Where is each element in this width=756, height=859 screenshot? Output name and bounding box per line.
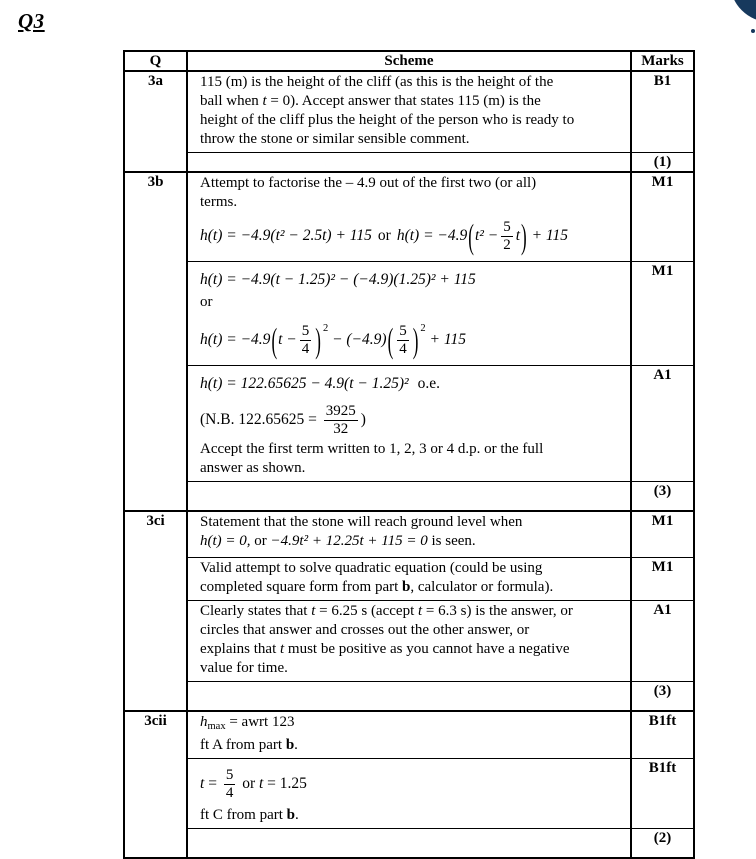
formula-segment: h(t) = −4.9(t² − 2.5t) + 115: [200, 227, 372, 245]
denominator: 4: [399, 340, 407, 357]
or-word: or: [377, 227, 391, 245]
formula-segment: t: [515, 227, 521, 245]
text-segment: Accept the first term written to 1, 2, 3 or 4 d.p. or the full: [200, 440, 544, 457]
section-rows: [188, 512, 693, 710]
formula-line: [200, 219, 622, 254]
marks-cell: M1: [651, 174, 674, 190]
marks-cell: B1: [653, 73, 672, 89]
text-segment: , calculator or formula).: [410, 578, 554, 595]
text-segment: 115 (m) is the height of the cliff (as this is the height of the: [200, 74, 554, 90]
publisher-logo-circle: [730, 0, 756, 22]
mark-row: [188, 366, 693, 482]
scheme-cell-empty: [188, 482, 632, 510]
scheme-line: [200, 73, 622, 92]
text-segment: ): [360, 411, 366, 428]
marks-cell: M1: [651, 512, 674, 529]
exponent: 2: [420, 323, 426, 334]
scheme-line: [200, 459, 622, 478]
formula-line: [200, 270, 622, 289]
marks-cell: A1: [653, 601, 672, 618]
fraction: [397, 323, 409, 358]
scheme-line: [200, 513, 622, 532]
text-segment: completed square form from part: [200, 578, 403, 595]
formula-segment: h(t) = 0,: [200, 532, 251, 549]
scheme-line: [200, 111, 622, 130]
scheme-cell-empty: [188, 682, 632, 710]
scheme-line: [200, 621, 622, 640]
text-segment: Attempt to factorise the – 4.9 out of the first two (or all): [200, 175, 537, 191]
math-variable: t: [279, 640, 285, 657]
scheme-line: [200, 193, 622, 212]
mark-row: [188, 72, 693, 153]
text-segment: is seen.: [427, 532, 476, 549]
publisher-logo-dot: [751, 29, 755, 33]
formula-line: [200, 713, 622, 736]
formula-segment: + 115: [429, 331, 466, 348]
text-segment: ball when: [200, 93, 263, 109]
formula-line: [200, 767, 622, 802]
text-segment: = awrt 123: [225, 713, 295, 730]
total-row: [188, 829, 693, 857]
scheme-cell: [188, 173, 632, 261]
denominator: 2: [503, 237, 511, 253]
marks-total: (3): [653, 682, 672, 699]
numerator: 5: [399, 322, 407, 339]
marks-cell: M1: [651, 558, 674, 575]
fraction: [224, 767, 236, 802]
marks-cell: M1: [651, 263, 674, 279]
numerator: 3925: [325, 402, 356, 419]
formula-segment: h(t) = −4.9: [200, 331, 271, 348]
text-segment: o.e.: [417, 374, 441, 392]
total-row: [188, 482, 693, 510]
formula-segment: + 115: [531, 227, 569, 245]
section-rows: [188, 72, 693, 171]
scheme-cell: [188, 512, 632, 557]
formula-segment: h(t) = 122.65625 − 4.9(t − 1.25)²: [200, 374, 409, 392]
question-title: Q3: [18, 9, 45, 33]
scheme-line: [200, 578, 622, 597]
question-number-3b: 3b: [125, 173, 188, 510]
scheme-line: [200, 559, 622, 578]
text-segment: or: [238, 775, 259, 792]
text-segment: height of the cliff plus the height of the person who is ready to: [200, 112, 575, 128]
open-paren: (: [387, 320, 394, 360]
formula-segment: t² −: [474, 227, 499, 245]
section-3ci: [125, 512, 693, 712]
section-rows: [188, 712, 693, 857]
scheme-cell: [188, 712, 632, 758]
formula-segment: h(t) = −4.9(t − 1.25)² − (−4.9)(1.25)² + 115: [200, 271, 476, 288]
part-ref: b: [285, 736, 295, 753]
close-paren: ): [315, 320, 321, 360]
scheme-line: [200, 92, 622, 111]
scheme-line: [200, 736, 622, 755]
scheme-line: [200, 440, 622, 459]
scheme-cell: [188, 262, 632, 365]
text-segment: throw the stone or similar sensible comment.: [200, 131, 470, 147]
scheme-line: [200, 602, 622, 621]
text-segment: circles that answer and crosses out the other answer, or: [200, 621, 530, 638]
scheme-line: [200, 640, 622, 659]
total-row: [188, 682, 693, 710]
text-segment: explains that: [200, 640, 280, 657]
mark-row: [188, 262, 693, 366]
fraction: [324, 403, 358, 438]
mark-row: [188, 558, 693, 601]
subscript: max: [207, 720, 226, 732]
section-3b: [125, 173, 693, 512]
header-scheme: Scheme: [188, 52, 632, 70]
text-segment: terms.: [200, 194, 238, 210]
scheme-cell: [188, 366, 632, 481]
formula-segment: = 1.25: [263, 775, 307, 792]
formula-segment: −4.9t² + 12.25t + 115 = 0: [270, 532, 428, 549]
numerator: 5: [225, 766, 234, 783]
mark-row: [188, 601, 693, 682]
formula-line: [200, 403, 622, 438]
math-variable: t: [417, 602, 423, 619]
scheme-line: [200, 659, 622, 678]
text-segment: Valid attempt to solve quadratic equation (could be using: [200, 559, 543, 576]
mark-row: [188, 759, 693, 829]
formula-segment: t −: [278, 331, 297, 348]
math-variable: t: [311, 602, 316, 619]
marks-total: (3): [653, 482, 672, 499]
part-ref: b: [402, 578, 411, 595]
scheme-cell: [188, 72, 632, 152]
marks-total: (2): [653, 829, 672, 846]
scheme-cell: [188, 759, 632, 828]
mark-row: [188, 512, 693, 558]
open-paren: (: [468, 217, 474, 256]
text-segment: .: [294, 736, 298, 753]
total-row: [188, 153, 693, 171]
close-paren: ): [412, 320, 419, 360]
mark-row: [188, 173, 693, 262]
mark-scheme-table: [123, 50, 695, 859]
header-marks: Marks: [641, 53, 684, 69]
fraction: [300, 323, 312, 358]
numerator: 5: [301, 322, 310, 339]
close-paren: ): [521, 217, 527, 256]
math-variable: t: [258, 775, 264, 792]
or-word: or: [200, 294, 213, 310]
text-segment: (N.B. 122.65625 =: [200, 411, 317, 428]
open-paren: (: [271, 320, 278, 360]
text-segment: Clearly states that: [200, 602, 312, 619]
marks-cell: B1ft: [648, 712, 677, 729]
math-variable: t: [262, 93, 267, 109]
marks-cell: A1: [653, 366, 672, 383]
math-variable: t: [200, 775, 205, 792]
text-segment: answer as shown.: [200, 459, 306, 476]
scheme-line: [200, 174, 622, 193]
denominator: 4: [301, 340, 310, 357]
numerator: 5: [503, 219, 511, 235]
scheme-line: [200, 130, 622, 149]
text-segment: ft C from part: [200, 806, 287, 823]
question-number-3ci: 3ci: [125, 512, 188, 710]
formula-line: [200, 374, 622, 393]
text-segment: .: [295, 806, 299, 823]
formula-segment: h(t) = −4.9: [396, 227, 468, 245]
question-number-3a: 3a: [125, 72, 188, 171]
section-rows: [188, 173, 693, 510]
fraction: [501, 219, 513, 254]
formula-segment: − (−4.9): [332, 331, 387, 348]
scheme-cell-empty: [188, 153, 632, 171]
section-3cii: [125, 712, 693, 857]
section-3a: [125, 72, 693, 173]
part-ref: b: [286, 806, 295, 823]
text-segment: value for time.: [200, 659, 288, 676]
formula-segment: =: [204, 775, 221, 792]
exponent: 2: [322, 323, 329, 334]
denominator: 4: [225, 784, 234, 801]
scheme-line: [200, 806, 622, 825]
marks-total: (1): [653, 154, 672, 170]
scheme-cell-empty: [188, 829, 632, 857]
table-header-row: [125, 52, 693, 72]
scheme-line: [200, 532, 622, 551]
denominator: 32: [324, 420, 358, 438]
text-segment: = 6.3 s) is the answer, or: [422, 602, 573, 619]
scheme-line: [200, 293, 622, 312]
text-segment: Statement that the stone will reach ground level when: [200, 513, 523, 530]
mark-row: [188, 712, 693, 759]
question-number-3cii: 3cii: [125, 712, 188, 857]
marks-cell: B1ft: [648, 759, 677, 776]
math-variable: h: [200, 713, 208, 730]
text-segment: = 6.25 s (accept: [315, 602, 418, 619]
text-segment: ft A from part: [200, 736, 286, 753]
header-q: Q: [125, 52, 188, 70]
scheme-cell: [188, 601, 632, 681]
formula-line: [200, 319, 622, 358]
text-segment: = 0). Accept answer that states 115 (m) is the: [266, 93, 541, 109]
text-segment: or: [250, 532, 271, 549]
text-segment: must be positive as you cannot have a negative: [284, 640, 570, 657]
scheme-cell: [188, 558, 632, 600]
